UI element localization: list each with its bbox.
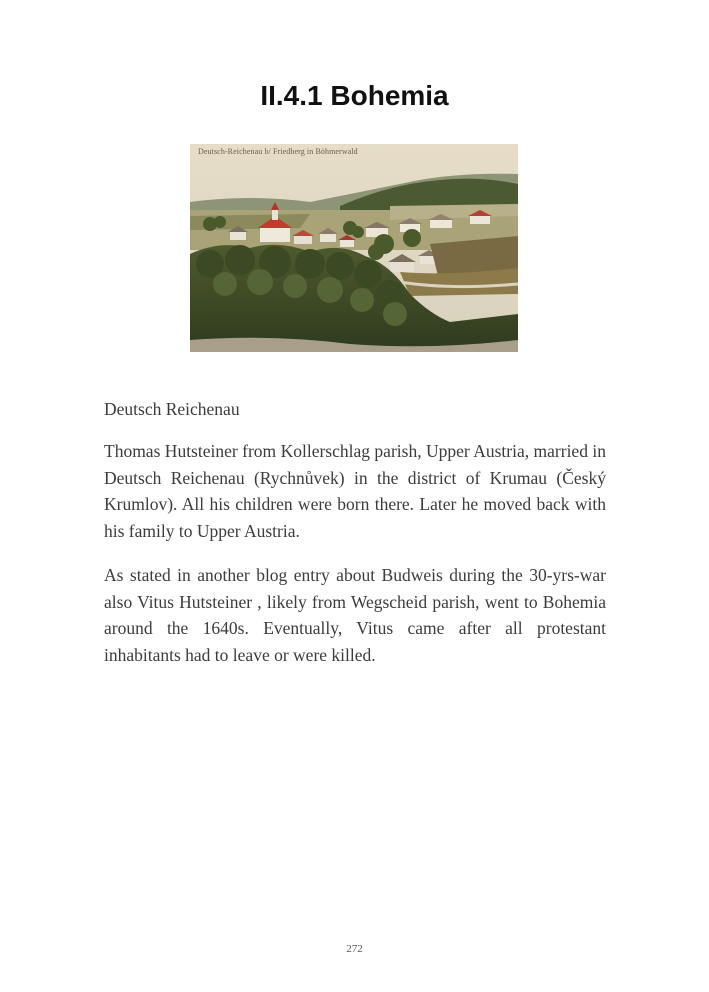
postcard-caption: Deutsch-Reichenau b/ Friedberg in Böhmerwald (198, 147, 358, 156)
postcard-illustration (190, 144, 518, 352)
section-subheading: Deutsch Reichenau (104, 399, 240, 419)
paragraph-vitus-hutsteiner: As stated in another blog entry about Budweis during the 30-yrs-war also Vitus Hutsteiner , likely from Wegscheid parish, went to Bohemia around the 1640s. Eventually, Vitus came after all protestant inhabitants had to leave or were killed. (104, 565, 606, 665)
page-title: II.4.1 Bohemia (260, 80, 449, 111)
village-postcard-image (190, 144, 518, 352)
page-number: 272 (346, 943, 363, 955)
paragraph-thomas-hutsteiner: Thomas Hutsteiner from Kollerschlag parish, Upper Austria, married in Deutsch Reichenau (Rychnůvek) in the district of Krumau (Český Krumlov). All his children were born there. Later he moved back with his family to Upper Austria. (104, 441, 606, 541)
